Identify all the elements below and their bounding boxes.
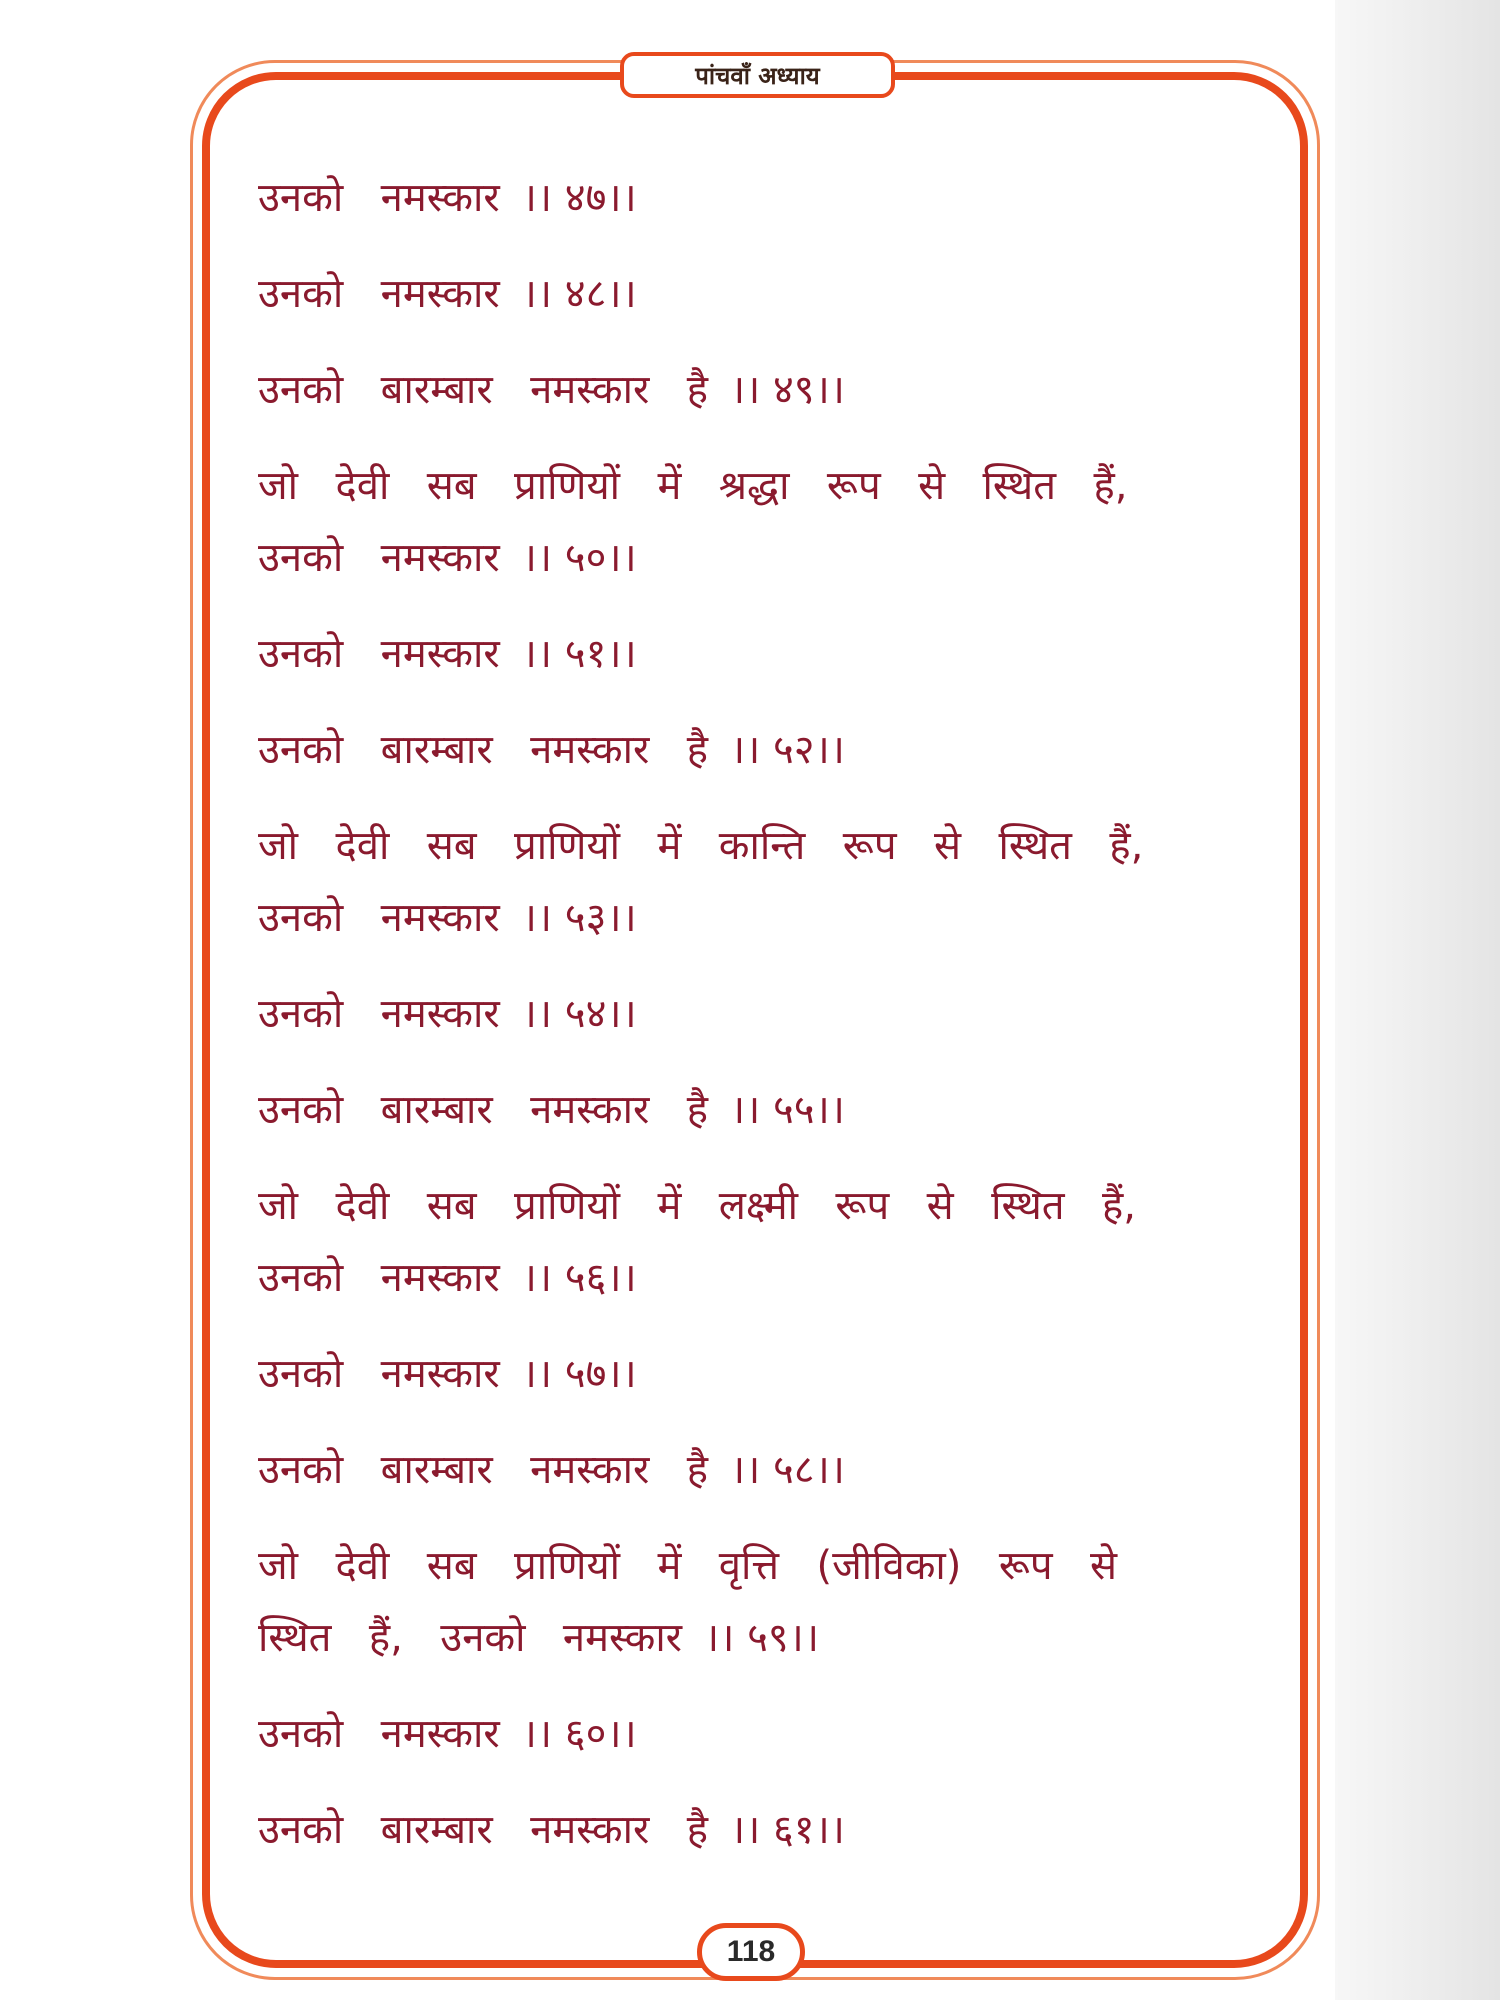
- line-text: उनको नमस्कार: [258, 895, 500, 941]
- line-text: उनको नमस्कार: [258, 991, 500, 1037]
- text-line: [258, 1170, 1268, 1242]
- line-text: उनको नमस्कार: [258, 1711, 500, 1757]
- verse-number: ।। ५०।।: [521, 535, 637, 581]
- verse-number: ।। ५८।।: [729, 1447, 845, 1493]
- chapter-title: पांचवाँ अध्याय: [620, 52, 895, 98]
- text-line: [258, 258, 1268, 330]
- verse-number: ।। ६०।।: [521, 1711, 637, 1757]
- line-text: उनको बारम्बार नमस्कार है: [258, 1447, 708, 1493]
- page-edge-shadow: [1335, 0, 1500, 2000]
- text-line: [258, 162, 1268, 234]
- line-text: उनको बारम्बार नमस्कार है: [258, 1087, 708, 1133]
- line-text: उनको बारम्बार नमस्कार है: [258, 367, 708, 413]
- line-text: जो देवी सब प्राणियों में वृत्ति (जीविका) रूप से: [258, 1543, 1118, 1589]
- text-line: [258, 1242, 1268, 1314]
- line-text: जो देवी सब प्राणियों में कान्ति रूप से स्थित हैं,: [258, 823, 1144, 869]
- verse-number: ।। ४८।।: [521, 271, 637, 317]
- line-text: जो देवी सब प्राणियों में श्रद्धा रूप से स्थित हैं,: [258, 463, 1128, 509]
- text-line: [258, 522, 1268, 594]
- text-line: [258, 1434, 1268, 1506]
- text-line: [258, 618, 1268, 690]
- line-text: स्थित हैं, उनको नमस्कार: [258, 1615, 683, 1661]
- line-text: उनको नमस्कार: [258, 271, 500, 317]
- verse-number: ।। ५३।।: [521, 895, 637, 941]
- verse-text-block: [258, 162, 1268, 1866]
- verse-number: ।। ५९।।: [704, 1615, 820, 1661]
- page-number: 118: [697, 1923, 805, 1981]
- line-text: उनको नमस्कार: [258, 631, 500, 677]
- line-text: उनको बारम्बार नमस्कार है: [258, 727, 708, 773]
- text-line: [258, 714, 1268, 786]
- text-line: [258, 1698, 1268, 1770]
- text-line: [258, 810, 1268, 882]
- line-text: उनको नमस्कार: [258, 1351, 500, 1397]
- verse-number: ।। ५६।।: [521, 1255, 637, 1301]
- text-line: [258, 1530, 1268, 1602]
- line-text: जो देवी सब प्राणियों में लक्ष्मी रूप से स्थित हैं,: [258, 1183, 1136, 1229]
- line-text: उनको नमस्कार: [258, 1255, 500, 1301]
- text-line: [258, 354, 1268, 426]
- line-text: उनको बारम्बार नमस्कार है: [258, 1807, 708, 1853]
- verse-number: ।। ६१।।: [729, 1807, 845, 1853]
- verse-number: ।। ५७।।: [521, 1351, 637, 1397]
- verse-number: ।। ५५।।: [729, 1087, 845, 1133]
- line-text: उनको नमस्कार: [258, 175, 500, 221]
- verse-number: ।। ५२।।: [729, 727, 845, 773]
- verse-number: ।। ४७।।: [521, 175, 637, 221]
- text-line: [258, 1074, 1268, 1146]
- text-line: [258, 978, 1268, 1050]
- verse-number: ।। ५१।।: [521, 631, 637, 677]
- text-line: [258, 882, 1268, 954]
- line-text: उनको नमस्कार: [258, 535, 500, 581]
- verse-number: ।। ५४।।: [521, 991, 637, 1037]
- text-line: [258, 1602, 1268, 1674]
- text-line: [258, 1794, 1268, 1866]
- text-line: [258, 450, 1268, 522]
- verse-number: ।। ४९।।: [729, 367, 845, 413]
- text-line: [258, 1338, 1268, 1410]
